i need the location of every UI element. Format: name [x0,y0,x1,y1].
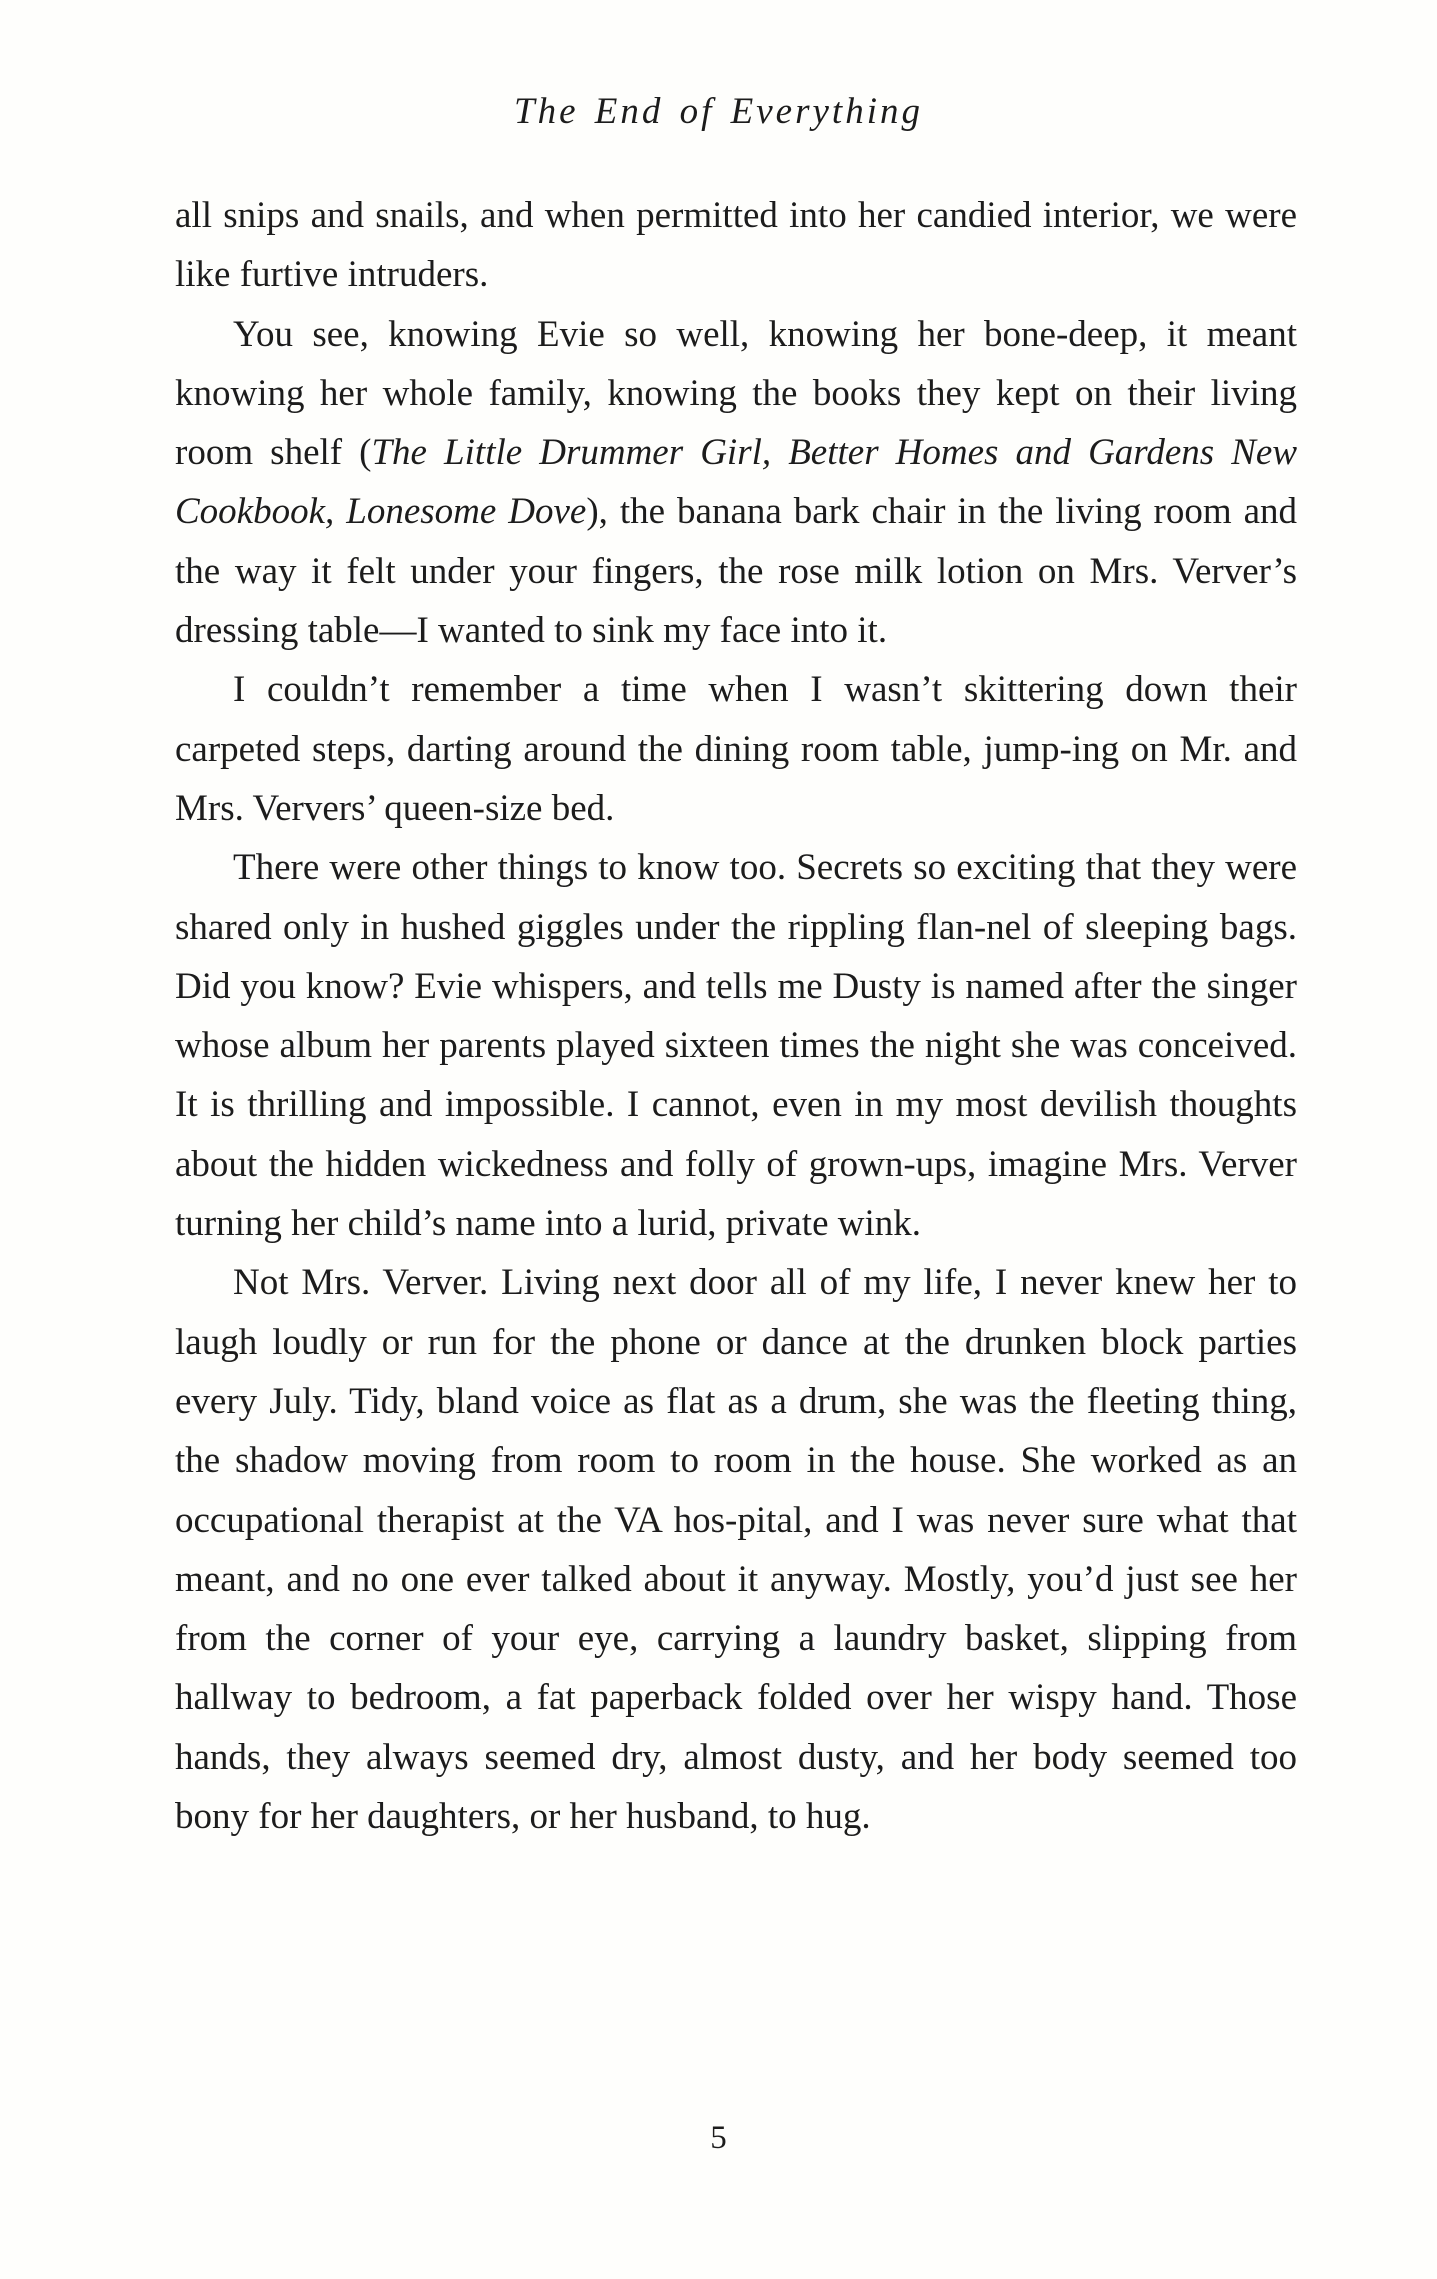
paragraph-2-text-a: You see, knowing Evie so well, knowing her bone-deep, it meant knowing her whole family, knowing the books they kept on their living room shelf ( [175,313,1297,474]
page-number: 5 [710,2120,727,2156]
book-title-little-drummer-girl: The Little Drummer Girl, [371,432,772,474]
body-text [175,186,1297,1846]
paragraph-5: Not Mrs. Verver. Living next door all of my life, I never knew her to laugh loudly or run for the phone or dance at the drunken block parties every July. Tidy, bland voice as flat as a drum, she was the fleeting thing, the shadow moving from room to room in the house. She worked as an occupational therapist at the VA hos-pital, and I was never sure what that meant, and no one ever talked about it anyway. Mostly, you’d just see her from the corner of your eye, carrying a laundry basket, slipping from hallway to bedroom, a fat paperback folded over her wispy hand. Those hands, they always seemed dry, almost dusty, and her body seemed too bony for her daughters, or her husband, to hug. [175,1262,1297,1838]
paragraph-4: There were other things to know too. Secrets so exciting that they were shared only in hushed giggles under the rippling flan-nel of sleeping bags. Did you know? Evie whispers, and tells me Dusty is named after the singer whose album her parents played sixteen times the night she was conceived. It is thrilling and impossible. I cannot, even in my most devilish thoughts about the hidden wickedness and folly of grown-ups, imagine Mrs. Verver turning her child’s name into a lurid, private wink. [175,847,1297,1245]
book-title-lonesome-dove: Lonesome Dove [346,491,587,533]
paragraph-3: I couldn’t remember a time when I wasn’t skittering down their carpeted steps, darting around the dining room table, jump-ing on Mr. and Mrs. Ververs’ queen-size bed. [175,669,1297,829]
paragraph-2 [175,305,1297,661]
running-head-title: The End of Everything [514,91,923,132]
paragraph-1: all snips and snails, and when permitted into her candied interior, we were like furtive intruders. [175,195,1297,296]
paragraph-2-text-b: ), the banana bark chair in the living room and the way it felt under your fingers, the rose milk lotion on Mrs. Verver’s dressing table—I wanted to sink my face into it. [175,491,1298,652]
book-title-better-homes-cookbook: Better Homes and Gardens New Cookbook, [175,432,1297,533]
